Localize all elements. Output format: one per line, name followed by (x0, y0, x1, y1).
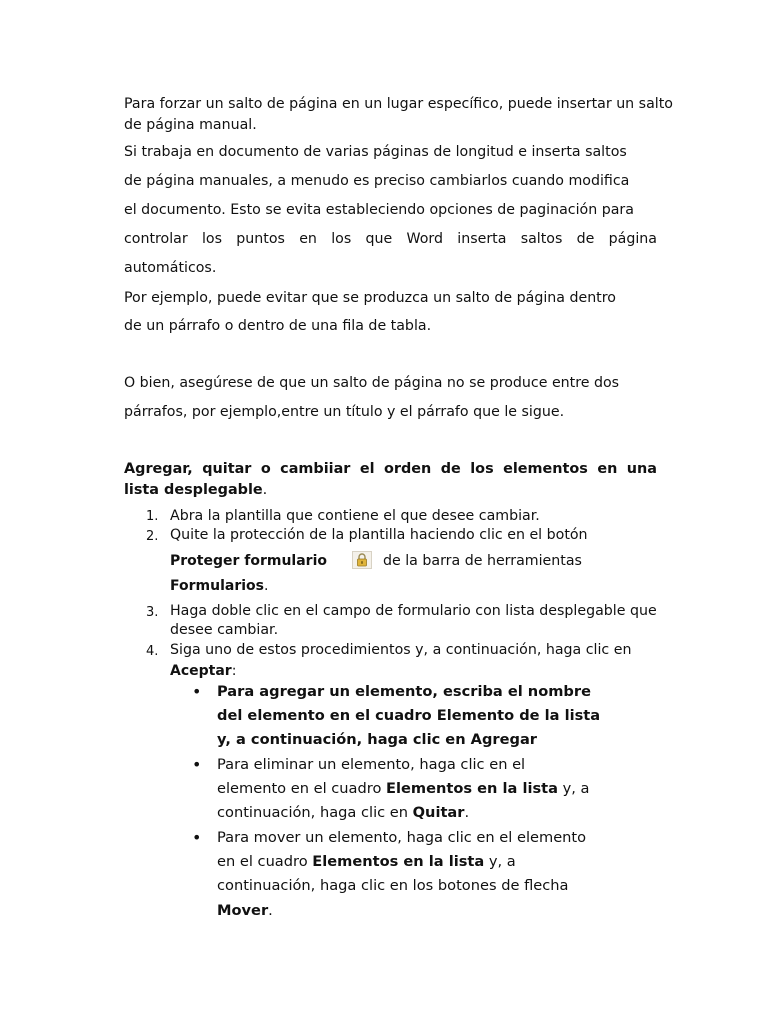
para1-line-1: Si trabaja en documento de varias páginas de longitud e inserta saltos (124, 144, 627, 160)
bullet-3-line-1: Para mover un elemento, haga clic en el elemento (217, 829, 587, 846)
step-number: 2. (146, 529, 159, 544)
para3-line-2: párrafos, por ejemplo,entre un título y el párrafo que le sigue. (124, 404, 565, 420)
para1-line-2: de página manuales, a menudo es preciso cambiarlos cuando modifica (124, 173, 630, 189)
step-4-line-2 (170, 662, 236, 682)
bullet-3-line-2: en el cuadro Elementos en la lista y, a (217, 853, 516, 871)
bullet-symbol: • (192, 755, 202, 774)
heading-line-1: Agregar, quitar o cambiiar el orden de los elementos en una (124, 461, 657, 477)
heading-line-2: lista desplegable (124, 482, 263, 498)
para2-line-1: Por ejemplo, puede evitar que se produzca un salto de página dentro (124, 290, 616, 306)
bullet-3-line-4: Mover. (217, 901, 273, 919)
step-2-line-3 (170, 577, 268, 597)
elementos-en-la-lista-label: Elementos en la lista (386, 780, 558, 798)
bullet-1 (217, 680, 637, 753)
para1-line-3: el documento. Esto se evita estableciendo opciones de paginación para (124, 202, 634, 218)
mover-label: Mover (217, 901, 269, 919)
step-number: 1. (146, 509, 159, 524)
step-2-period: . (263, 578, 269, 594)
bullet-2-line-1: Para eliminar un elemento, haga clic en el (217, 756, 526, 773)
bullet-symbol: • (192, 682, 202, 701)
para3-line-1: O bien, asegúrese de que un salto de página no se produce entre dos (124, 375, 620, 391)
bullet-2-line-3: continuación, haga clic en Quitar. (217, 804, 470, 822)
step-2-after-icon: de la barra de herramientas (383, 553, 582, 569)
step-text: Abra la plantilla que contiene el que desee cambiar. (170, 508, 540, 524)
para1-line-5: automáticos. (124, 260, 217, 276)
step-4-colon: : (231, 663, 237, 679)
step-2-line-2 (170, 552, 327, 572)
bullet-1-line-2: del elemento en el cuadro Elemento de la lista (217, 707, 601, 725)
quitar-label: Quitar (412, 804, 465, 822)
bullet-3-line-3: continuación, haga clic en los botones de flecha (217, 877, 569, 895)
step-text-cont: desee cambiar. (170, 622, 279, 638)
para2-line-2: de un párrafo o dentro de una fila de tabla. (124, 318, 432, 334)
step-number: 3. (146, 605, 159, 620)
step-text: Siga uno de estos procedimientos y, a continuación, haga clic en (170, 642, 632, 658)
step-text: Quite la protección de la plantilla haciendo clic en el botón (170, 527, 588, 543)
intro-line-2: de página manual. (124, 117, 257, 133)
bullet-2 (217, 753, 637, 826)
bullet-symbol: • (192, 828, 202, 847)
bullet-3 (217, 826, 637, 923)
step-text: Haga doble clic en el campo de formulario con lista desplegable que (170, 603, 657, 619)
step-number: 4. (146, 644, 159, 659)
bullet-2-line-2: elemento en el cuadro Elementos en la lista y, a (217, 780, 590, 798)
proteger-formulario-label: Proteger formulario (170, 553, 328, 569)
formularios-label: Formularios (170, 578, 264, 594)
bullet-1-line-3: y, a continuación, haga clic en Agregar (217, 731, 537, 749)
elementos-en-la-lista-label: Elementos en la lista (312, 853, 485, 871)
heading-period: . (262, 482, 268, 498)
lock-icon (352, 551, 372, 569)
section-heading (124, 459, 657, 501)
aceptar-label: Aceptar (170, 663, 232, 679)
para1-line-4: controlar los puntos en los que Word inserta saltos de página (124, 231, 657, 247)
intro-line-1: Para forzar un salto de página en un lugar específico, puede insertar un salto (124, 96, 673, 112)
bullet-1-line-1: Para agregar un elemento, escriba el nombre (217, 683, 591, 700)
